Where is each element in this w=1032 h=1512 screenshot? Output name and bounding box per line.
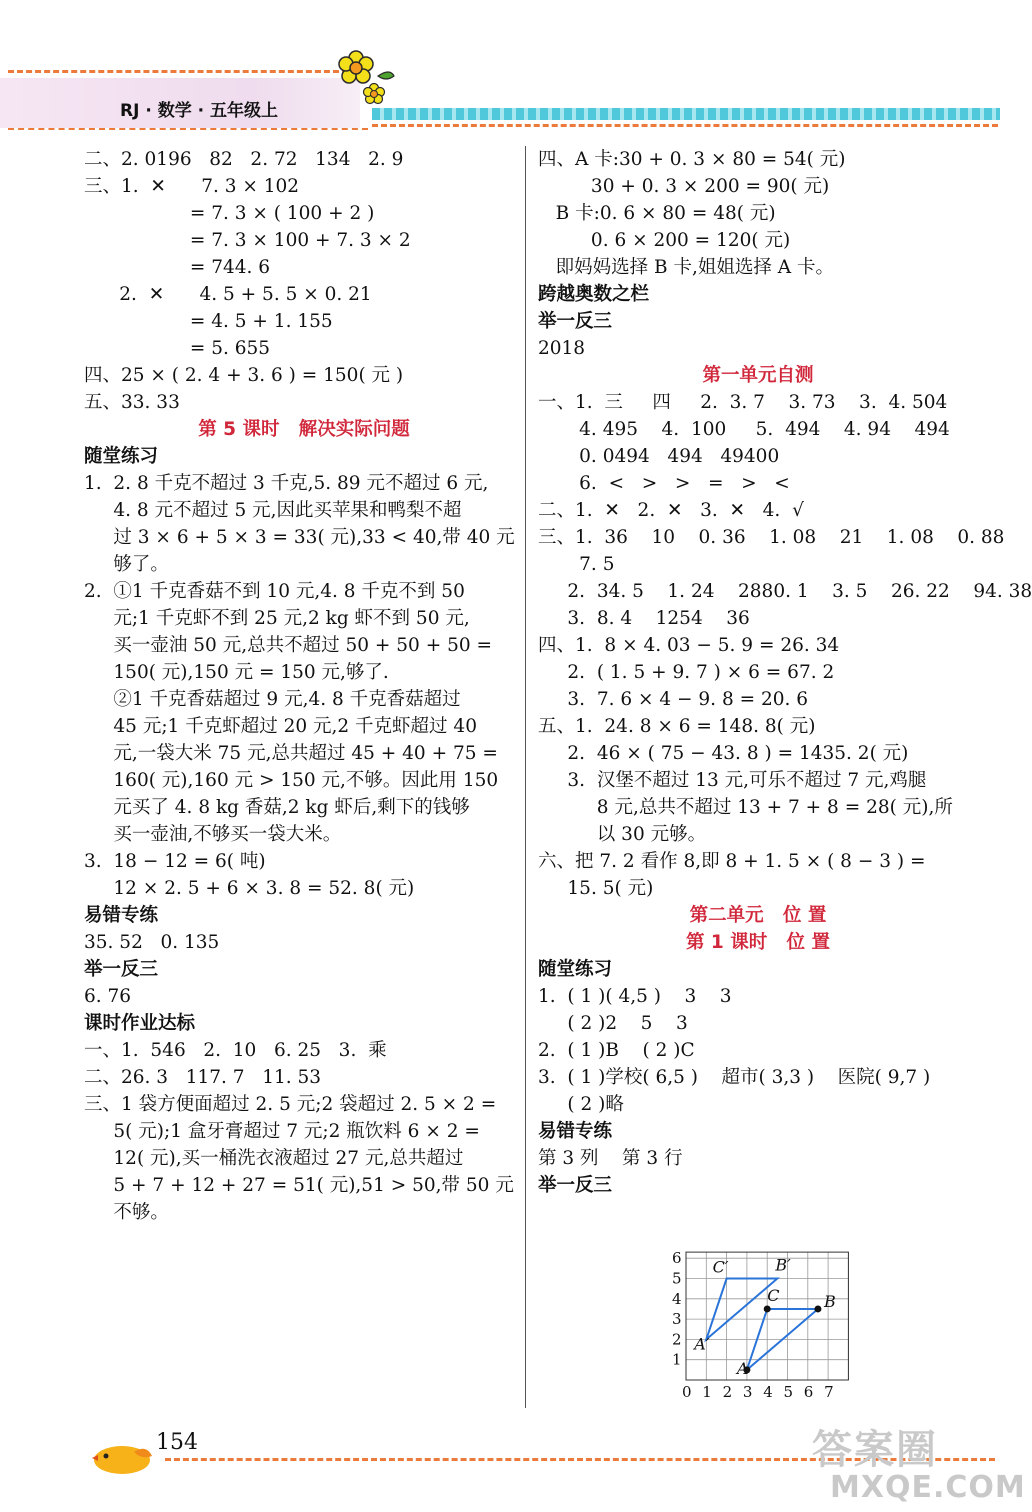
- subsection-heading: 易错专练: [84, 905, 159, 926]
- point-marker: [814, 1305, 821, 1312]
- answer-line: = 4. 5 + 1. 155: [84, 311, 333, 332]
- point-label: C′: [712, 1257, 729, 1277]
- subsection-heading: 举一反三: [538, 311, 613, 332]
- answer-line: 6. < > > = > <: [538, 473, 790, 494]
- answer-line: 元;1 千克虾不到 25 元,2 kg 虾不到 50 元,: [84, 608, 470, 629]
- section-heading: 第 1 课时 位 置: [685, 932, 831, 953]
- answer-line: B 卡:0. 6 × 80 = 48( 元): [538, 203, 776, 224]
- right-column: [538, 146, 1032, 1199]
- point-label: C: [767, 1285, 780, 1305]
- answer-line: 三、1. 36 10 0. 36 1. 08 21 1. 08 0. 88: [538, 527, 1005, 548]
- header-cyan-band: [372, 108, 1000, 120]
- answer-line: 二、26. 3 117. 7 11. 53: [84, 1067, 322, 1088]
- answer-line: 1. 2. 8 千克不超过 3 千克,5. 89 元不超过 6 元,: [84, 473, 489, 494]
- answer-line: 2. ①1 千克香菇不到 10 元,4. 8 千克不到 50: [84, 581, 465, 602]
- point-marker: [764, 1305, 771, 1312]
- answer-line: 二、1. ✕ 2. ✕ 3. ✕ 4. √: [538, 500, 804, 521]
- y-tick-label: 3: [672, 1310, 682, 1329]
- answer-line: 元,一袋大米 75 元,总共超过 45 + 40 + 75 =: [84, 743, 498, 764]
- answer-line: 三、1 袋方便面超过 2. 5 元;2 袋超过 2. 5 × 2 =: [84, 1094, 497, 1115]
- page-number: 154: [156, 1430, 198, 1455]
- answer-line: 四、A 卡:30 + 0. 3 × 80 = 54( 元): [538, 149, 846, 170]
- answer-line: = 744. 6: [84, 257, 271, 278]
- answer-line: 2. 46 × ( 75 − 43. 8 ) = 1435. 2( 元): [538, 743, 909, 764]
- answer-line: 35. 52 0. 135: [84, 932, 220, 953]
- answer-line: ( 2 )2 5 3: [538, 1013, 688, 1034]
- left-column: [84, 146, 524, 1226]
- header-dashed-line-lower: [8, 128, 368, 130]
- x-tick-label: 1: [702, 1383, 712, 1401]
- flower-icon: [338, 50, 398, 106]
- subsection-heading: 易错专练: [538, 1121, 613, 1142]
- answer-line: 2018: [538, 338, 586, 359]
- answer-line: 12 × 2. 5 + 6 × 3. 8 = 52. 8( 元): [84, 878, 415, 899]
- x-tick-label: 7: [824, 1383, 834, 1401]
- answer-line: 15. 5( 元): [538, 878, 654, 899]
- answer-line: ( 2 )略: [538, 1094, 624, 1115]
- x-tick-label: 4: [763, 1383, 773, 1401]
- answer-line: 二、2. 0196 82 2. 72 134 2. 9: [84, 149, 404, 170]
- answer-line: 1. ( 1 )( 4,5 ) 3 3: [538, 986, 732, 1007]
- answer-line: 四、1. 8 × 4. 03 − 5. 9 = 26. 34: [538, 635, 840, 656]
- answer-line: 六、把 7. 2 看作 8,即 8 + 1. 5 × ( 8 − 3 ) =: [538, 851, 926, 872]
- point-label: B′: [775, 1255, 791, 1275]
- answer-line: 3. ( 1 )学校( 6,5 ) 超市( 3,3 ) 医院( 9,7 ): [538, 1067, 931, 1088]
- answer-line: 一、1. 546 2. 10 6. 25 3. 乘: [84, 1040, 387, 1061]
- subsection-heading: 课时作业达标: [84, 1013, 196, 1034]
- answer-line: 3. 8. 4 1254 36: [538, 608, 750, 629]
- subsection-heading: 跨越奥数之栏: [538, 284, 650, 305]
- x-tick-label: 6: [803, 1383, 814, 1401]
- answer-line: 5 + 7 + 12 + 27 = 51( 元),51 > 50,带 50 元: [84, 1175, 514, 1196]
- answer-line: 即妈妈选择 B 卡,姐姐选择 A 卡。: [538, 257, 835, 278]
- answer-line: 五、33. 33: [84, 392, 180, 413]
- answer-line: 4. 8 元不超过 5 元,因此买苹果和鸭梨不超: [84, 500, 462, 521]
- x-tick-label: 5: [783, 1383, 794, 1401]
- subsection-heading: 举一反三: [538, 1175, 613, 1196]
- answer-line: 四、25 × ( 2. 4 + 3. 6 ) = 150( 元 ): [84, 365, 404, 386]
- section-heading: 第 5 课时 解决实际问题: [198, 419, 410, 440]
- answer-line: 0. 0494 494 49400: [538, 446, 780, 467]
- answer-line: 6. 76: [84, 986, 132, 1007]
- answer-line: 2. 34. 5 1. 24 2880. 1 3. 5 26. 22 94. 38: [538, 581, 1032, 602]
- watermark-url: MXQE.COM: [830, 1470, 1026, 1505]
- answer-line: 30 + 0. 3 × 200 = 90( 元): [538, 176, 830, 197]
- coordinate-graph: [664, 1249, 844, 1402]
- subsection-heading: 举一反三: [84, 959, 159, 980]
- point-label: A: [736, 1358, 749, 1378]
- y-tick-label: 1: [672, 1350, 682, 1369]
- answer-line: 买一壶油 50 元,总共不超过 50 + 50 + 50 =: [84, 635, 492, 656]
- answer-line: 不够。: [84, 1202, 169, 1223]
- x-tick-label: 2: [722, 1383, 733, 1401]
- y-tick-label: 4: [672, 1289, 682, 1308]
- answer-line: 4. 495 4. 100 5. 494 4. 94 494: [538, 419, 950, 440]
- answer-line: = 5. 655: [84, 338, 271, 359]
- answer-line: 2. ✕ 4. 5 + 5. 5 × 0. 21: [84, 284, 372, 305]
- answer-line: 7. 5: [538, 554, 615, 575]
- answer-line: 5( 元);1 盒牙膏超过 7 元;2 瓶饮料 6 × 2 =: [84, 1121, 480, 1142]
- answer-line: = 7. 3 × 100 + 7. 3 × 2: [84, 230, 411, 251]
- answer-line: 一、1. 三 四 2. 3. 7 3. 73 3. 4. 504: [538, 392, 948, 413]
- subsection-heading: 随堂练习: [84, 446, 159, 467]
- x-tick-label: 0: [682, 1383, 692, 1401]
- answer-line: 过 3 × 6 + 5 × 3 = 33( 元),33 < 40,带 40 元: [84, 527, 515, 548]
- answer-line: 3. 汉堡不超过 13 元,可乐不超过 7 元,鸡腿: [538, 770, 927, 791]
- header-title: RJ · 数学 · 五年级上: [120, 101, 279, 121]
- answer-line: 三、1. ✕ 7. 3 × 102: [84, 176, 300, 197]
- y-tick-label: 6: [672, 1249, 682, 1268]
- bird-icon: [84, 1438, 154, 1478]
- answer-line: 2. ( 1. 5 + 9. 7 ) × 6 = 67. 2: [538, 662, 835, 683]
- answer-line: 2. ( 1 )B ( 2 )C: [538, 1040, 695, 1061]
- section-heading: 第一单元自测: [702, 365, 814, 386]
- answer-line: 以 30 元够。: [538, 824, 707, 845]
- answer-line: = 7. 3 × ( 100 + 2 ): [84, 203, 375, 224]
- answer-line: 3. 7. 6 × 4 − 9. 8 = 20. 6: [538, 689, 809, 710]
- section-heading: 第二单元 位 置: [689, 905, 827, 926]
- answer-line: 150( 元),150 元 = 150 元,够了.: [84, 662, 389, 683]
- answer-line: 买一壶油,不够买一袋大米。: [84, 824, 342, 845]
- header-dashed-line: [8, 70, 348, 73]
- answer-line: 160( 元),160 元 > 150 元,不够。因此用 150: [84, 770, 499, 791]
- header-dashed-line-right: [372, 124, 998, 127]
- answer-line: 元买了 4. 8 kg 香菇,2 kg 虾后,剩下的钱够: [84, 797, 470, 818]
- answer-line: 第 3 列 第 3 行: [538, 1148, 683, 1169]
- answer-line: 8 元,总共不超过 13 + 7 + 8 = 28( 元),所: [538, 797, 953, 818]
- answer-line: 五、1. 24. 8 × 6 = 148. 8( 元): [538, 716, 816, 737]
- answer-line: 够了。: [84, 554, 169, 575]
- point-label: B: [823, 1291, 836, 1311]
- watermark-text: 答案圈: [812, 1427, 938, 1473]
- y-tick-label: 2: [672, 1330, 682, 1349]
- column-divider: [525, 146, 526, 1408]
- subsection-heading: 随堂练习: [538, 959, 613, 980]
- answer-line: 3. 18 − 12 = 6( 吨): [84, 851, 266, 872]
- answer-line: 45 元;1 千克虾超过 20 元,2 千克虾超过 40: [84, 716, 477, 737]
- answer-line: 0. 6 × 200 = 120( 元): [538, 230, 791, 251]
- answer-line: ②1 千克香菇超过 9 元,4. 8 千克香菇超过: [84, 689, 461, 710]
- point-label: A′: [694, 1334, 710, 1354]
- x-tick-label: 3: [742, 1383, 753, 1401]
- answer-line: 12( 元),买一桶洗衣液超过 27 元,总共超过: [84, 1148, 464, 1169]
- y-tick-label: 5: [672, 1269, 682, 1288]
